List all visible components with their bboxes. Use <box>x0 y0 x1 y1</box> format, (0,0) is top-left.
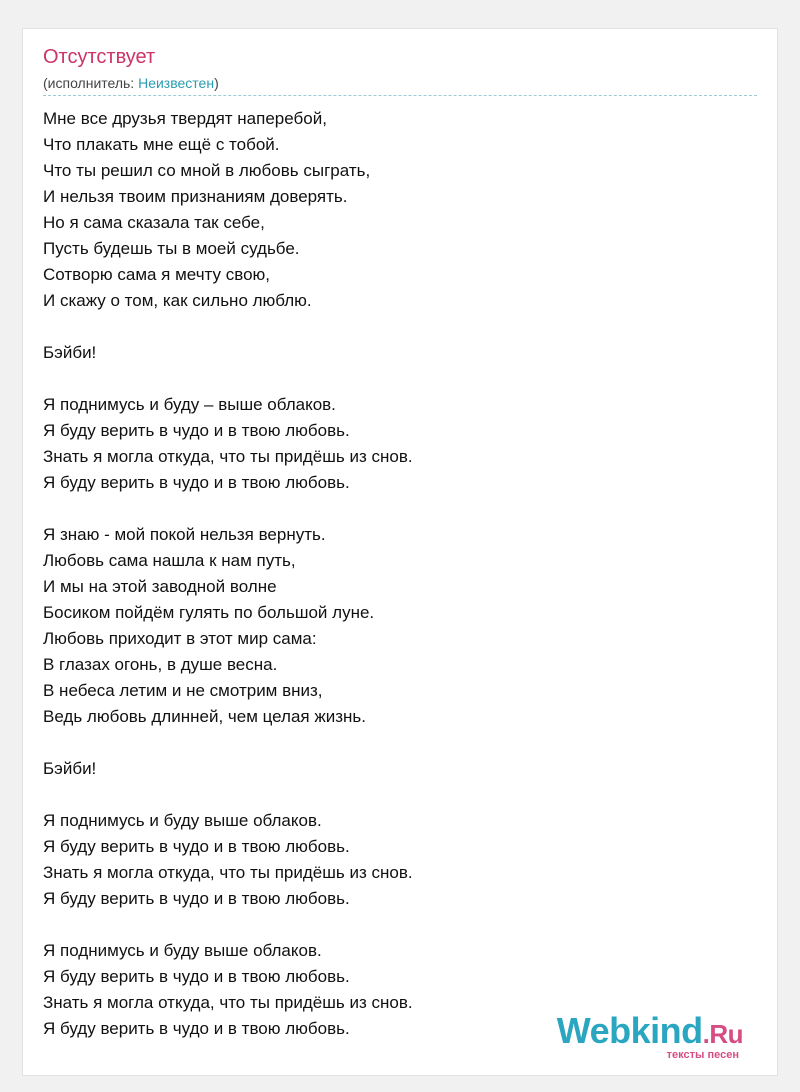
lyric-line: Я буду верить в чудо и в твою любовь. <box>43 421 350 440</box>
lyric-line: Я буду верить в чудо и в твою любовь. <box>43 837 350 856</box>
artist-prefix: (исполнитель: <box>43 75 139 91</box>
divider <box>43 95 757 96</box>
lyric-line: Я буду верить в чудо и в твою любовь. <box>43 1019 350 1038</box>
lyric-line: Любовь приходит в этот мир сама: <box>43 629 317 648</box>
stanza-gap <box>43 314 413 340</box>
logo-tld: .Ru <box>702 1019 743 1049</box>
lyric-line: Я поднимусь и буду выше облаков. <box>43 811 322 830</box>
lyric-line: И нельзя твоим признаниям доверять. <box>43 187 348 206</box>
logo-tagline: тексты песен <box>666 1049 739 1061</box>
site-logo[interactable] <box>553 1011 743 1061</box>
lyrics-text <box>43 106 413 1042</box>
artist-suffix: ) <box>214 75 219 91</box>
lyric-line: Босиком пойдём гулять по большой луне. <box>43 603 375 622</box>
artist-line <box>43 74 219 92</box>
lyric-line: Я поднимусь и буду выше облаков. <box>43 941 322 960</box>
lyric-line: Я поднимусь и буду – выше облаков. <box>43 395 336 414</box>
lyric-line: Любовь сама нашла к нам путь, <box>43 551 296 570</box>
lyric-line: Что плакать мне ещё с тобой. <box>43 135 280 154</box>
stanza-gap <box>43 912 413 938</box>
lyric-line: Сотворю сама я мечту свою, <box>43 265 271 284</box>
lyric-line: Бэйби! <box>43 759 97 778</box>
lyric-line: В небеса летим и не смотрим вниз, <box>43 681 323 700</box>
lyric-line: Я знаю - мой покой нельзя вернуть. <box>43 525 326 544</box>
lyric-line: Я буду верить в чудо и в твою любовь. <box>43 889 350 908</box>
lyric-line: И скажу о том, как сильно люблю. <box>43 291 312 310</box>
logo-main-text: Webkind <box>556 1010 703 1051</box>
stanza-gap <box>43 496 413 522</box>
stanza-gap <box>43 366 413 392</box>
lyrics-page <box>22 28 778 1076</box>
artist-link[interactable]: Неизвестен <box>138 75 215 91</box>
lyric-line: Мне все друзья твердят наперебой, <box>43 109 327 128</box>
lyric-line: В глазах огонь, в душе весна. <box>43 655 278 674</box>
lyric-line: Я буду верить в чудо и в твою любовь. <box>43 473 350 492</box>
lyric-line: Но я сама сказала так себе, <box>43 213 265 232</box>
song-title: Отсутствует <box>43 46 156 68</box>
lyric-line: И мы на этой заводной волне <box>43 577 277 596</box>
lyric-line: Что ты решил со мной в любовь сыграть, <box>43 161 371 180</box>
stanza-gap <box>43 730 413 756</box>
lyric-line: Знать я могла откуда, что ты придёшь из снов. <box>43 993 413 1012</box>
lyric-line: Знать я могла откуда, что ты придёшь из снов. <box>43 447 413 466</box>
lyric-line: Ведь любовь длинней, чем целая жизнь. <box>43 707 366 726</box>
logo-wordmark <box>557 1011 743 1054</box>
lyric-line: Я буду верить в чудо и в твою любовь. <box>43 967 350 986</box>
lyric-line: Бэйби! <box>43 343 97 362</box>
stanza-gap <box>43 782 413 808</box>
lyric-line: Пусть будешь ты в моей судьбе. <box>43 239 300 258</box>
lyric-line: Знать я могла откуда, что ты придёшь из снов. <box>43 863 413 882</box>
